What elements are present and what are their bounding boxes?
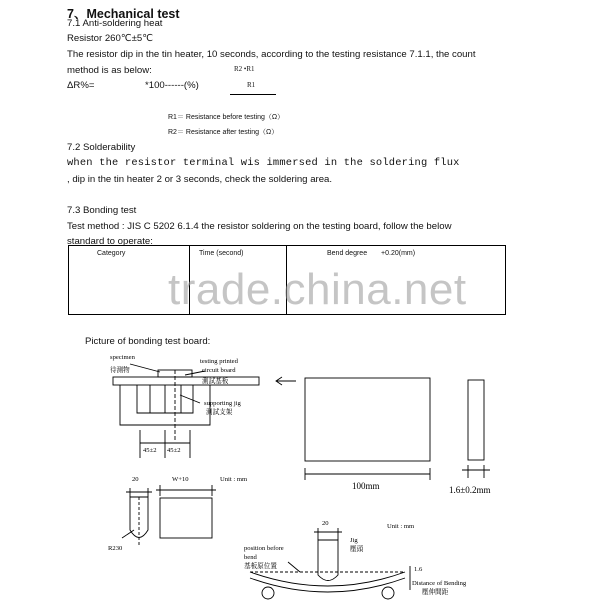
label-distance-bending: Distance of Bending xyxy=(412,580,467,587)
label-width-100: 100mm xyxy=(352,481,380,491)
label-position-before: position before xyxy=(244,545,284,552)
bonding-test-method: Test method : JIS C 5202 6.1.4 the resistor soldering on the testing board, follow the below xyxy=(67,221,452,232)
label-support-jig-cn: 測試支架 xyxy=(206,409,233,416)
label-bend: bend xyxy=(244,554,257,561)
label-test-board-2: circuit board xyxy=(202,367,236,374)
table-header-time: Time (second) xyxy=(190,246,287,315)
r2-definition: R2＝ Resistance after testing（Ω） xyxy=(168,129,279,136)
anti-solder-description: The resistor dip in the tin heater, 10 seconds, according to the testing resistance 7.1.1, the count xyxy=(67,49,476,60)
label-dim-20: 20 xyxy=(132,476,139,483)
heading-7-2: 7.2 Solderability xyxy=(67,142,136,153)
bend-jig xyxy=(318,540,338,581)
label-test-board: testing printed xyxy=(200,358,238,365)
solderability-text-cont: , dip in the tin heater 2 or 3 seconds, check the soldering area. xyxy=(67,174,333,185)
section-title: 7、Mechanical test xyxy=(67,7,180,21)
heading-7-1: 7.1 Anti-soldering heat xyxy=(67,18,163,29)
label-position-cn: 基板原位置 xyxy=(244,563,277,570)
label-dim-w10: W+10 xyxy=(172,476,189,483)
formula-label: ΔR%= xyxy=(67,80,95,91)
label-specimen: specimen xyxy=(110,354,135,361)
table-header-bend-degree: Bend degree +0.20(mm) xyxy=(287,246,506,315)
watermark: trade.china.net xyxy=(168,265,467,314)
fraction-numerator: R2 •R1 xyxy=(234,65,255,73)
r1-definition: R1＝ Resistance before testing（Ω） xyxy=(168,114,285,121)
formula-expression: *100------(%) xyxy=(145,80,199,91)
board-side-view xyxy=(468,380,484,460)
picture-caption: Picture of bonding test board: xyxy=(85,336,211,347)
label-thickness: 1.6±0.2mm xyxy=(449,485,491,495)
label-jig-cn: 壓頭 xyxy=(350,546,364,553)
table-header-category: Category xyxy=(69,246,190,315)
label-unit-2: Unit : mm xyxy=(387,523,415,530)
label-dim-20b: 20 xyxy=(322,520,329,527)
label-test-board-cn: 測試基板 xyxy=(202,378,229,385)
table-header-tolerance: +0.20(mm) xyxy=(381,250,416,257)
sample-block xyxy=(160,498,212,538)
label-dim-16: 1.6 xyxy=(414,566,423,573)
test-board-shape xyxy=(113,377,259,385)
heading-7-3: 7.3 Bonding test xyxy=(67,205,137,216)
label-jig: Jig xyxy=(350,537,358,544)
label-support-jig: supporting jig xyxy=(204,400,241,407)
fraction-denominator: R1 xyxy=(247,81,256,89)
label-dim-45b: 45±2 xyxy=(167,447,181,454)
solderability-text: when the resistor terminal wis immersed in the soldering flux xyxy=(67,157,460,169)
bent-board xyxy=(250,572,405,586)
resistor-temperature: Resistor 260℃±5℃ xyxy=(67,33,154,44)
label-r230: R230 xyxy=(108,545,123,552)
label-unit-1: Unit : mm xyxy=(220,476,248,483)
label-dim-45a: 45±2 xyxy=(143,447,157,454)
label-distance-cn: 壓伸間距 xyxy=(422,589,449,596)
board-front-view xyxy=(305,378,430,461)
label-specimen-cn: 待測物 xyxy=(110,367,130,374)
bonding-test-method-cont: standard to operate: xyxy=(67,236,153,247)
anti-solder-description-cont: method is as below: xyxy=(67,65,152,76)
